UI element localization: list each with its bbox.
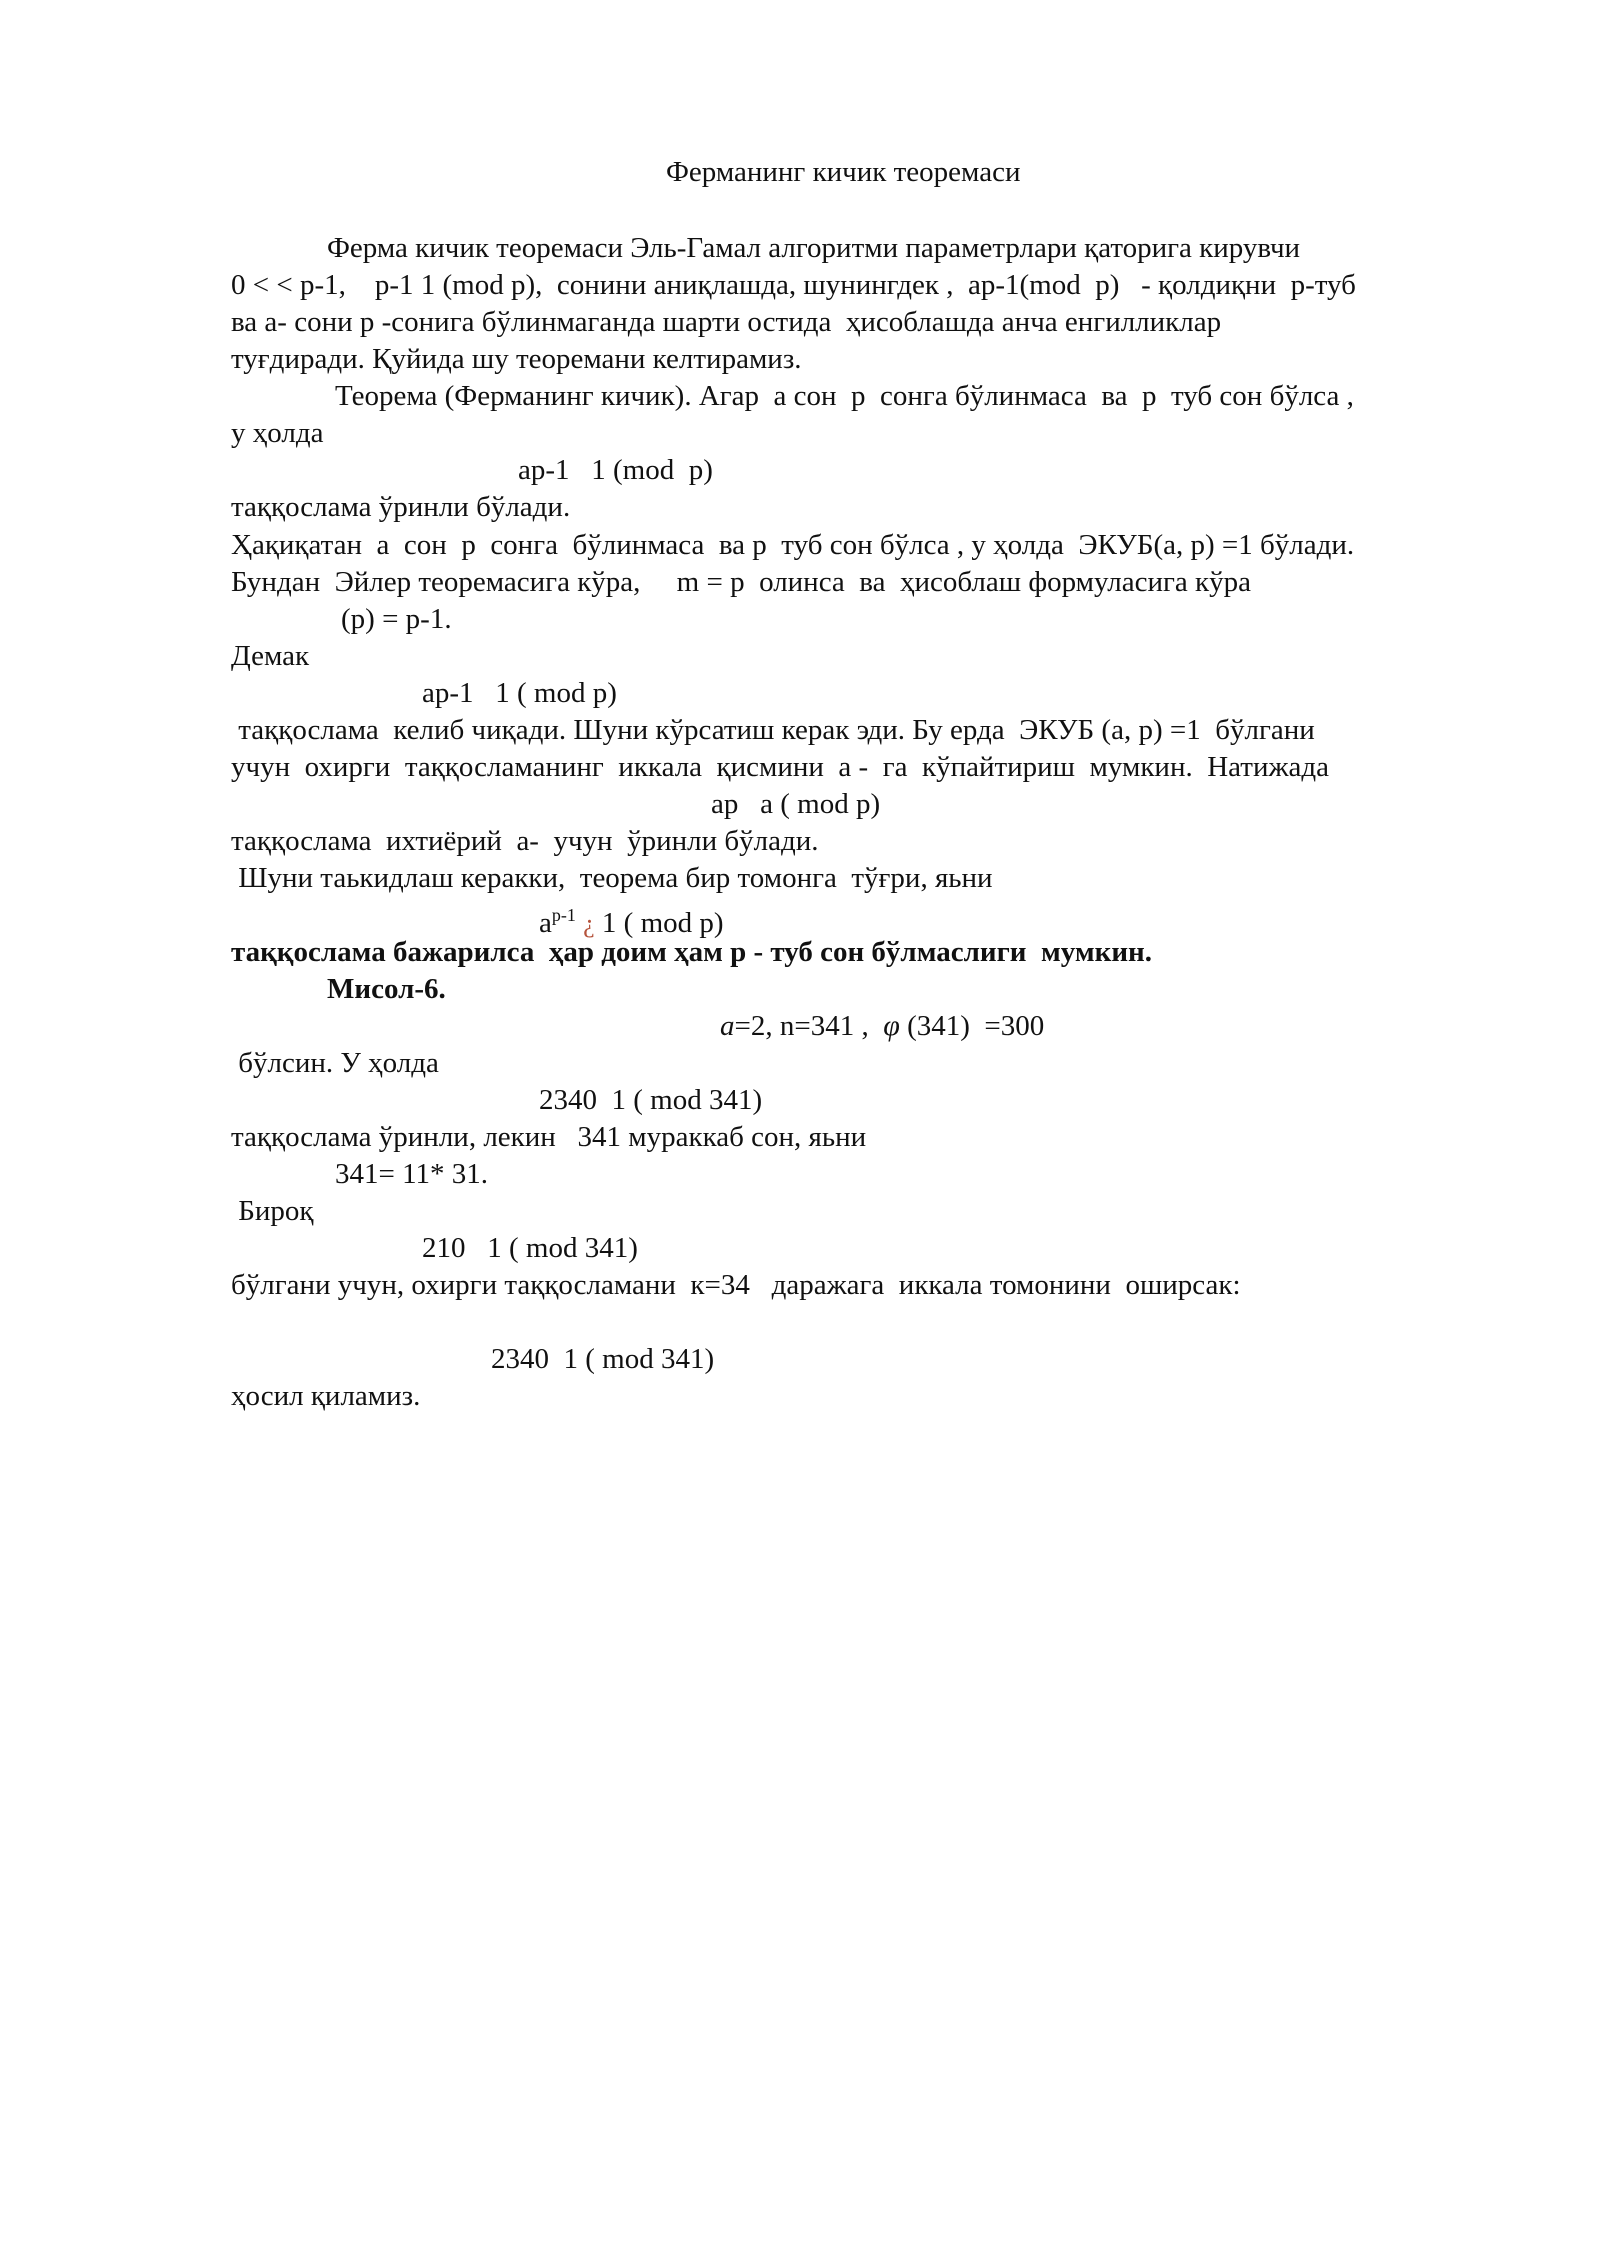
formula: ap-1 1 ( mod p)	[422, 677, 617, 709]
formula: 2340 1 ( mod 341)	[491, 1343, 715, 1375]
formula: 341= 11* 31.	[335, 1158, 489, 1190]
theorem-line: Теорема (Ферманинг кичик). Агар а сон р сонга бўлинмаса ва р туб сон бўлса ,	[335, 380, 1354, 412]
paragraph-line: таққослама ўринли бўлади.	[231, 491, 571, 523]
formula-base: a	[539, 907, 552, 939]
paragraph-line: туғдиради. Қуйида шу теоремани келтирамиз.	[231, 343, 802, 375]
formula-superscript: p-1	[551, 905, 576, 925]
paragraph-line: Ҳақиқатан а сон р сонга бўлинмаса ва р туб сон бўлса , у ҳолда ЭКУБ(а, р) =1 бўлади.	[231, 529, 1355, 561]
paragraph-line: у ҳолда	[231, 417, 324, 449]
paragraph-line: 0 < < p-1, p-1 1 (mod p), сонини аниқлашда, шунингдек , ap-1(mod p) - қолдиқни p-туб	[231, 269, 1356, 301]
bold-statement: таққослама бажарилса ҳар доим ҳам р - туб сон бўлмаслиги мумкин.	[231, 936, 1152, 968]
paragraph-line: Бундан Эйлер теоремасига кўра, m = p олинса ва ҳисоблаш формуласига кўра	[231, 566, 1251, 598]
paragraph-line: таққослама ўринли, лекин 341 мураккаб сон, яьни	[231, 1121, 867, 1153]
phi-symbol: φ	[883, 1009, 900, 1042]
paragraph-line: ҳосил қиламиз.	[231, 1380, 421, 1412]
formula-rest: 1 ( mod p)	[594, 907, 724, 939]
paragraph-line: бўлсин. У ҳолда	[231, 1047, 439, 1079]
paragraph-line: Шуни таькидлаш керакки, теорема бир томонга тўғри, яьни	[231, 862, 993, 894]
formula: (p) = p-1.	[341, 603, 452, 635]
paragraph-line: таққослама келиб чиқади. Шуни кўрсатиш керак эди. Бу ерда ЭКУБ (а, р) =1 бўлгани	[231, 714, 1315, 746]
formula: ap-1 1 (mod p)	[518, 454, 713, 486]
formula: ap a ( mod p)	[711, 788, 881, 820]
paragraph-line: Бироқ	[231, 1195, 314, 1227]
formula: 210 1 ( mod 341)	[422, 1232, 638, 1264]
example-var-a: a	[720, 1010, 735, 1042]
paragraph-line: Демак	[231, 640, 310, 672]
formula: 2340 1 ( mod 341)	[539, 1084, 763, 1116]
formula-symbol: ¿	[583, 909, 595, 938]
example-heading: Мисол-6.	[327, 973, 446, 1005]
paragraph-line: учун охирги таққосламанинг иккала қисмини а - га кўпайтириш мумкин. Натижада	[231, 751, 1330, 783]
example-value: (341) =300	[899, 1010, 1045, 1042]
paragraph-line: Ферма кичик теоремаси Эль-Гамал алгоритми параметрлари қаторига кирувчи	[327, 232, 1301, 264]
page-title: Ферманинг кичик теоремаси	[666, 156, 1021, 188]
example-params: =2, n=341 ,	[734, 1010, 869, 1042]
paragraph-line: ва а- сони р -сонига бўлинмаганда шарти остида ҳисоблашда анча енгилликлар	[231, 306, 1222, 338]
example-formula	[720, 1008, 1044, 1044]
paragraph-line: таққослама ихтиёрий а- учун ўринли бўлади.	[231, 825, 819, 857]
paragraph-line: бўлгани учун, охирги таққосламани к=34 даражага иккала томонини оширсак:	[231, 1269, 1241, 1301]
